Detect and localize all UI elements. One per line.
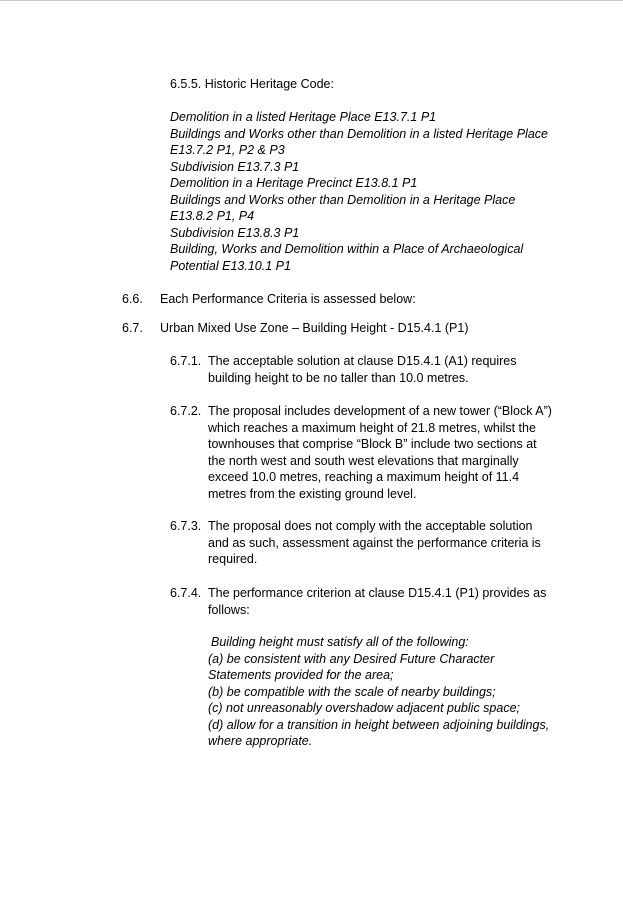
- section-6-6-number: 6.6.: [122, 292, 143, 306]
- heritage-code-line: E13.7.2 P1, P2 & P3: [170, 143, 285, 157]
- section-6-7-1-number: 6.7.1.: [170, 354, 202, 368]
- quote-line: where appropriate.: [208, 734, 313, 748]
- heritage-code-list: [170, 109, 548, 274]
- quote-line: (d) allow for a transition in height between adjoining buildings,: [208, 717, 550, 732]
- section-6-7-1-text: The acceptable solution at clause D15.4.1 (A1) requires building height to be no taller than 10.0 metres.: [208, 354, 517, 385]
- quote-line: (a) be consistent with any Desired Future Character: [208, 651, 495, 666]
- section-6-7-3-text: The proposal does not comply with the acceptable solution and as such, assessment against the performance criteria is required.: [208, 519, 541, 566]
- quote-line: (c) not unreasonably overshadow adjacent public space;: [208, 701, 520, 715]
- heritage-code-line: Subdivision E13.7.3 P1: [170, 159, 300, 174]
- section-6-7-4-number: 6.7.4.: [170, 586, 202, 600]
- heritage-code-line: Buildings and Works other than Demolition in a Heritage Place: [170, 192, 516, 207]
- section-6-5-5-heading: 6.5.5. Historic Heritage Code:: [170, 77, 334, 91]
- heritage-code-line: Demolition in a listed Heritage Place E13.7.1 P1: [170, 110, 437, 124]
- section-6-7-heading: Urban Mixed Use Zone – Building Height - D15.4.1 (P1): [160, 321, 469, 335]
- heritage-code-line: Potential E13.10.1 P1: [170, 258, 291, 273]
- heritage-code-line: Building, Works and Demolition within a Place of Archaeological: [170, 242, 524, 256]
- section-6-7-4-text: The performance criterion at clause D15.4.1 (P1) provides as follows:: [208, 586, 547, 617]
- quote-line: (b) be compatible with the scale of nearby buildings;: [208, 684, 496, 699]
- quote-line: Building height must satisfy all of the following:: [211, 635, 469, 649]
- quote-line: Statements provided for the area;: [208, 668, 394, 682]
- heritage-code-line: Demolition in a Heritage Precinct E13.8.1 P1: [170, 176, 418, 190]
- section-6-7-2-text: The proposal includes development of a new tower (“Block A”) which reaches a maximum height of 21.8 metres, whilst the townhouses that comprise “Block B” include two sections at the north west and south west elevations that marginally exceed 10.0 metres, reaching a maximum height of 11.4 metres from the existing ground level.: [208, 404, 552, 501]
- section-6-6-text: Each Performance Criteria is assessed below:: [160, 292, 416, 306]
- heritage-code-line: Subdivision E13.8.3 P1: [170, 225, 300, 240]
- heritage-code-line: Buildings and Works other than Demolition in a listed Heritage Place: [170, 126, 548, 141]
- section-6-7-3-number: 6.7.3.: [170, 519, 202, 533]
- section-6-7-number: 6.7.: [122, 321, 143, 335]
- section-6-7-2-number: 6.7.2.: [170, 404, 202, 418]
- performance-criteria-quote: [208, 634, 549, 750]
- heritage-code-line: E13.8.2 P1, P4: [170, 209, 255, 223]
